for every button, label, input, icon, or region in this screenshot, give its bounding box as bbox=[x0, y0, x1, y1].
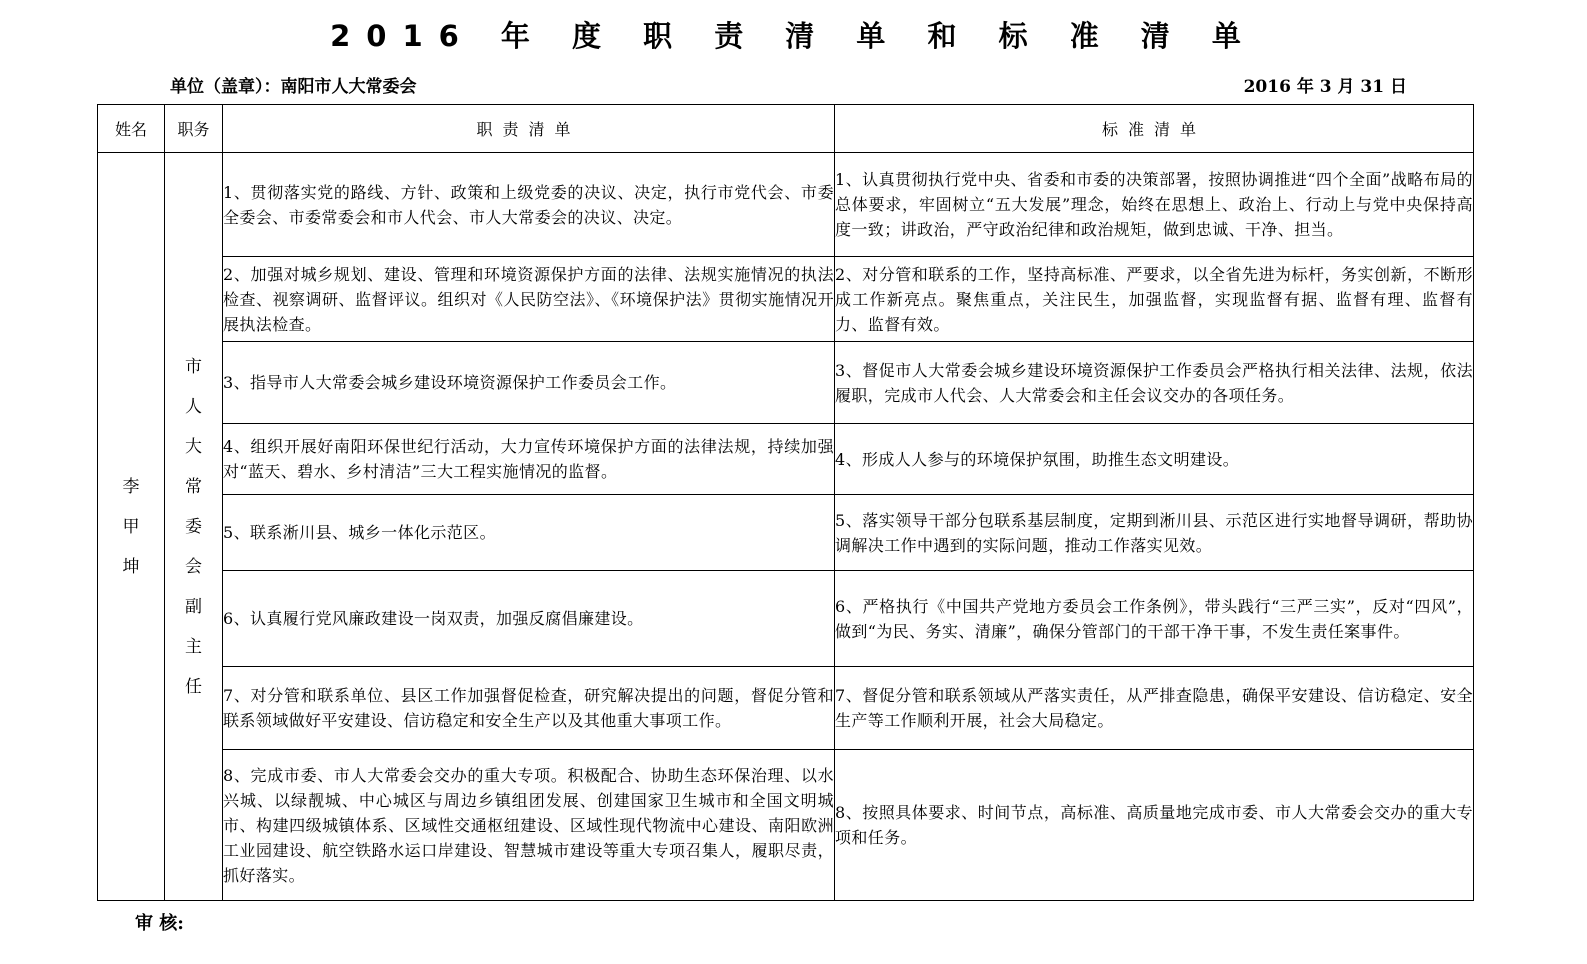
position-char: 副 bbox=[185, 596, 202, 617]
duty-table bbox=[97, 104, 1474, 901]
duty-item-6: 6、认真履行党风廉政建设一岗双责，加强反腐倡廉建设。 bbox=[223, 571, 835, 667]
position-char: 任 bbox=[185, 676, 202, 697]
standard-item-4: 4、形成人人参与的环境保护氛围，助推生态文明建设。 bbox=[835, 424, 1474, 495]
header-position: 职务 bbox=[165, 105, 223, 153]
position-char: 人 bbox=[185, 396, 202, 417]
table-header-row bbox=[98, 105, 1474, 153]
person-name-char: 坤 bbox=[122, 556, 140, 577]
position-char: 委 bbox=[185, 516, 202, 537]
standard-item-2: 2、对分管和联系的工作，坚持高标准、严要求，以全省先进为标杆，务实创新，不断形成工作新亮点。聚焦重点，关注民生，加强监督，实现监督有据、监督有理、监督有力、监督有效。 bbox=[835, 257, 1474, 342]
person-name bbox=[98, 153, 165, 901]
table-row bbox=[98, 750, 1474, 901]
standard-item-5: 5、落实领导干部分包联系基层制度，定期到淅川县、示范区进行实地督导调研，帮助协调解决工作中遇到的实际问题，推动工作落实见效。 bbox=[835, 495, 1474, 571]
duty-item-2: 2、加强对城乡规划、建设、管理和环境资源保护方面的法律、法规实施情况的执法检查、视察调研、监督评议。组织对《人民防空法》、《环境保护法》贯彻实施情况开展执法检查。 bbox=[223, 257, 835, 342]
duty-item-3: 3、指导市人大常委会城乡建设环境资源保护工作委员会工作。 bbox=[223, 342, 835, 424]
page-title: 2016 年 度 职 责 清 单 和 标 准 清 单 bbox=[330, 19, 1257, 53]
person-name-char: 李 bbox=[122, 476, 140, 497]
person-name-char: 甲 bbox=[122, 516, 140, 537]
position-char: 常 bbox=[185, 476, 202, 497]
table-row bbox=[98, 257, 1474, 342]
document-date: 2016 年 3 月 31 日 bbox=[1243, 77, 1407, 97]
duty-item-8: 8、完成市委、市人大常委会交办的重大专项。积极配合、协助生态环保治理、以水兴城、以绿靓城、中心城区与周边乡镇组团发展、创建国家卫生城市和全国文明城市、构建四级城镇体系、区域性交通枢纽建设、区域性现代物流中心建设、南阳欧洲工业园建设、航空铁路水运口岸建设、智慧城市建设等重大专项召集人，履职尽责，抓好落实。 bbox=[223, 750, 835, 901]
header-name: 姓名 bbox=[98, 105, 165, 153]
position-char: 会 bbox=[185, 556, 202, 577]
duty-item-4: 4、组织开展好南阳环保世纪行活动，大力宣传环境保护方面的法律法规，持续加强对“蓝天、碧水、乡村清洁”三大工程实施情况的监督。 bbox=[223, 424, 835, 495]
table-row bbox=[98, 424, 1474, 495]
table-row bbox=[98, 571, 1474, 667]
standard-item-7: 7、督促分管和联系领域从严落实责任，从严排查隐患，确保平安建设、信访稳定、安全生产等工作顺利开展，社会大局稳定。 bbox=[835, 667, 1474, 750]
position-char: 主 bbox=[185, 636, 202, 657]
duty-item-7: 7、对分管和联系单位、县区工作加强督促检查，研究解决提出的问题，督促分管和联系领域做好平安建设、信访稳定和安全生产以及其他重大事项工作。 bbox=[223, 667, 835, 750]
unit-label: 单位（盖章）：南阳市人大常委会 bbox=[170, 77, 417, 97]
table-row bbox=[98, 153, 1474, 257]
standard-item-6: 6、严格执行《中国共产党地方委员会工作条例》，带头践行“三严三实”，反对“四风”，做到“为民、务实、清廉”，确保分管部门的干部干净干事，不发生责任案事件。 bbox=[835, 571, 1474, 667]
duty-item-5: 5、联系淅川县、城乡一体化示范区。 bbox=[223, 495, 835, 571]
reviewer-label: 审 核: bbox=[135, 913, 184, 934]
standard-item-1: 1、认真贯彻执行党中央、省委和市委的决策部署，按照协调推进“四个全面”战略布局的总体要求，牢固树立“五大发展”理念，始终在思想上、政治上、行动上与党中央保持高度一致；讲政治，严守政治纪律和政治规矩，做到忠诚、干净、担当。 bbox=[835, 153, 1474, 257]
duty-item-1: 1、贯彻落实党的路线、方针、政策和上级党委的决议、决定，执行市党代会、市委全委会、市委常委会和市人代会、市人大常委会的决议、决定。 bbox=[223, 153, 835, 257]
person-position bbox=[165, 153, 223, 901]
header-duties: 职责清单 bbox=[223, 105, 835, 153]
table-row bbox=[98, 342, 1474, 424]
position-char: 市 bbox=[185, 356, 202, 377]
position-char: 大 bbox=[185, 436, 202, 457]
standard-item-3: 3、督促市人大常委会城乡建设环境资源保护工作委员会严格执行相关法律、法规，依法履职，完成市人代会、人大常委会和主任会议交办的各项任务。 bbox=[835, 342, 1474, 424]
table-row bbox=[98, 495, 1474, 571]
table-row bbox=[98, 667, 1474, 750]
standard-item-8: 8、按照具体要求、时间节点，高标准、高质量地完成市委、市人大常委会交办的重大专项和任务。 bbox=[835, 750, 1474, 901]
header-standards: 标准清单 bbox=[835, 105, 1474, 153]
